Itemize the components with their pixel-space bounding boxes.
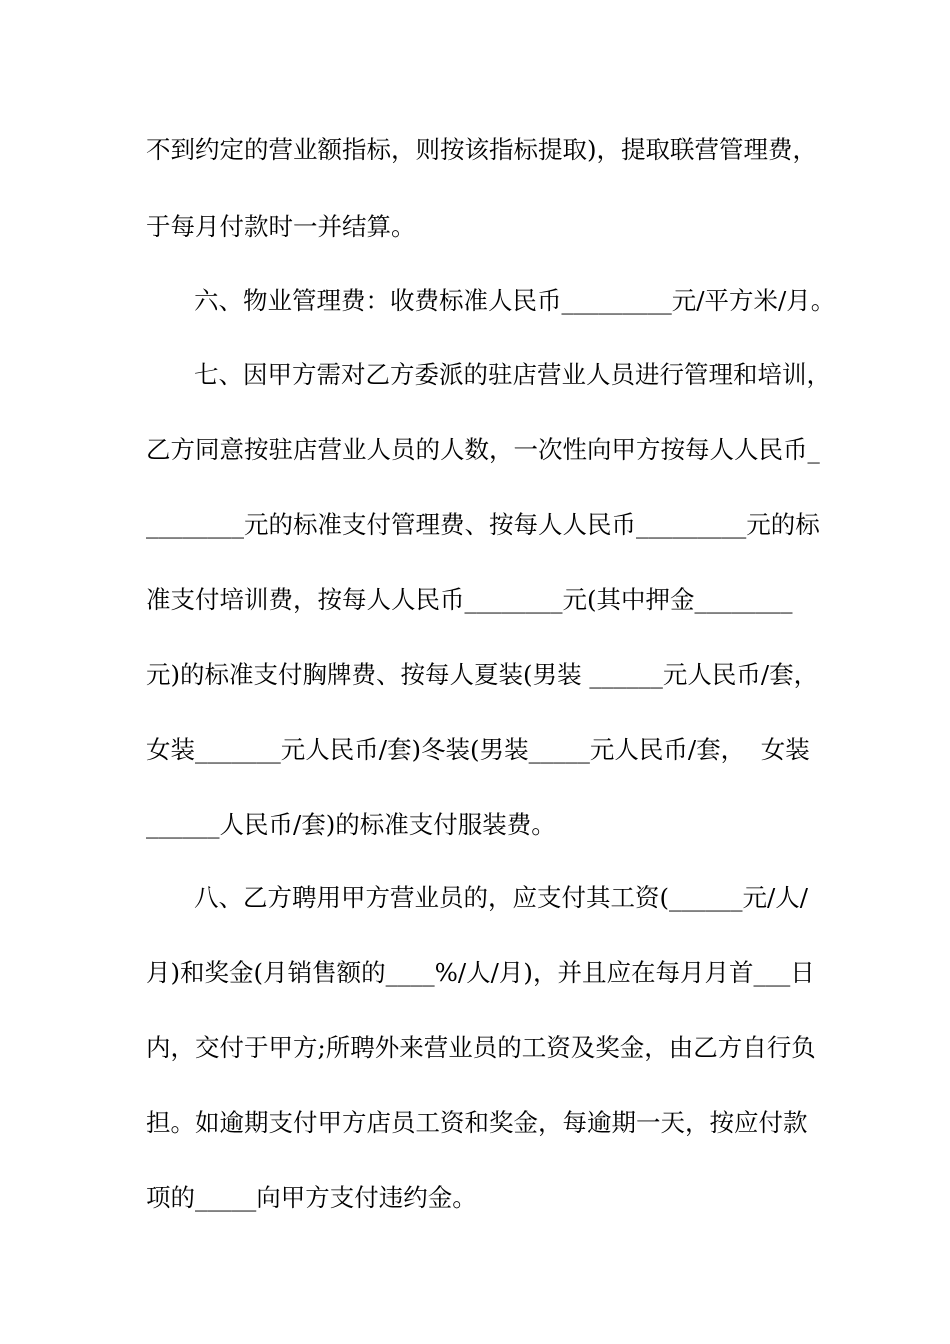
- clause-8-line-5: 项的_____向甲方支付违约金。: [146, 1183, 477, 1212]
- clause-8-line-4: 担。如逾期支付甲方店员工资和奖金，每逾期一天，按应付款: [146, 1108, 808, 1137]
- clause-7-line-7: ______人民币/套)的标准支付服装费。: [146, 810, 556, 839]
- clause-8-line-3: 内，交付于甲方;所聘外来营业员的工资及奖金，由乙方自行负: [146, 1033, 816, 1062]
- clause-8-line-1: 八、乙方聘用甲方营业员的，应支付其工资(______元/人/: [194, 883, 809, 912]
- clause-7-line-4: 准支付培训费，按每人人民币________元(其中押金________: [146, 585, 793, 614]
- clause-7-line-1: 七、因甲方需对乙方委派的驻店营业人员进行管理和培训，: [194, 360, 831, 389]
- clause-6-line-1: 六、物业管理费：收费标准人民币_________元/平方米/月。: [194, 286, 836, 315]
- paragraph-line-2: 于每月付款时一并结算。: [146, 212, 416, 241]
- clause-7-line-3: ________元的标准支付管理费、按每人人民币_________元的标: [146, 510, 820, 539]
- clause-8-line-2: 月)和奖金(月销售额的____%/人/月)，并且应在每月月首___日: [146, 958, 815, 987]
- paragraph-line-1: 不到约定的营业额指标，则按该指标提取)，提取联营管理费，: [146, 135, 818, 164]
- clause-7-line-5: 元)的标准支付胸牌费、按每人夏装(男装 ______元人民币/套，: [146, 660, 819, 689]
- clause-7-line-6: 女装_______元人民币/套)冬装(男装_____元人民币/套， 女装: [146, 735, 810, 764]
- clause-7-line-2: 乙方同意按驻店营业人员的人数，一次性向甲方按每人人民币_: [146, 435, 820, 464]
